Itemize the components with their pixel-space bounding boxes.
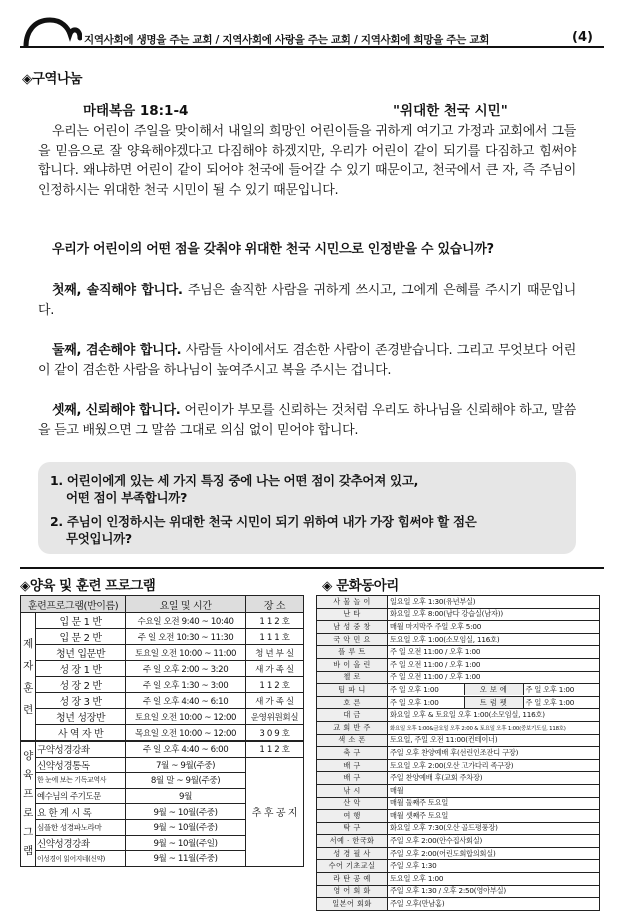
scripture-reference: 마태복음 18:1-4 [83,103,189,119]
header-place: 장 소 [245,596,303,613]
program-name: 신약성경통독 [36,757,126,773]
club-row [317,822,600,835]
club-schedule: 매월 [388,784,600,797]
table-row [21,645,304,661]
program-name: 성 장 2 반 [36,677,126,693]
intro-paragraph: 우리는 어린이 주일을 맞이해서 내일의 희망인 어린이들을 귀하게 여기고 가정과 교회에서 그들을 믿음으로 잘 양육해야겠다고 다짐해야 하겠지만, 우리가 어린이 같이 되기를 다짐하고 힘써야 합니다. 왜냐하면 어린이 같이 되어야 천국에 들어갈 수 있기 때문이고, 천국에서 큰 자, 즉 주님이 인정하시는 위대한 천국 시민이 될 수 있기 때문입니다. [38,124,576,198]
header-title: 지역사회에 생명을 주는 교회 / 지역사회에 사랑을 주는 교회 / 지역사회에 희망을 주는 교회 [84,34,490,46]
point-2-text: 사람들 사이에서도 겸손한 사람이 존경받습니다. 그리고 무엇보다 어린이 같이 겸손한 사람을 하나님이 높여주시고 복을 주시는 겁니다. [38,343,576,378]
point-2-lead: 둘째, 겸손해야 합니다. [52,343,182,358]
point-2 [38,341,576,380]
club-name: 사 물 놀 이 [317,596,388,609]
program-name: 한 눈에 보는 기독교역사 [36,773,126,789]
program-time: 주 일 오후 4:40 ~ 6:00 [126,741,246,757]
question-1 [50,472,418,506]
question-1-line1: 1. 어린이에게 있는 세 가지 특징 중에 나는 어떤 점이 갖추어져 있고, [50,473,419,488]
club-name: 탁 구 [317,822,388,835]
club-schedule: 토요일 오후 1:00(소모임실, 116호) [388,633,600,646]
table-header-row [21,596,304,613]
key-question: 우리가 어린이의 어떤 점을 갖춰야 위대한 천국 시민으로 인정받을 수 있습니까? [52,242,494,257]
club-schedule: 주일 오후 1:30 [388,860,600,873]
question-2 [50,513,477,547]
program-place-tba: 추 후 공 지 [245,757,303,866]
table-row [21,661,304,677]
club-name: 팀 파 니 [317,684,388,697]
table-row [21,741,304,757]
page-number: (4) [572,30,593,45]
club-name: 낚 시 [317,784,388,797]
club-schedule: 매월 둘째주 토요일 [388,797,600,810]
club-schedule: 주 일 오후 1:00 [525,684,575,694]
club-row [317,835,600,848]
table-row [21,709,304,725]
culture-club-table [316,595,600,911]
header-rule [20,46,604,48]
club-schedule: 매월 마지막주 주일 오후 5:00 [388,621,600,634]
club-double-cell [388,696,600,709]
club-row [317,596,600,609]
club-row [317,898,600,911]
club-row [317,721,600,734]
club-schedule: 매월 셋째주 토요일 [388,810,600,823]
club-row [317,684,600,697]
program-name: 입 문 2 반 [36,629,126,645]
club-schedule: 주일 찬양예배 후(교회 주차장) [388,772,600,785]
club-name: 교 회 반 주 [317,721,388,734]
table-row [21,613,304,629]
program-place: 새 가 족 실 [245,693,303,709]
program-name: 심플한 성경파노라마 [36,819,126,835]
header-program: 훈련프로그램(반이름) [21,596,126,613]
club-schedule: 주 일 오전 11:00 / 오후 1:00 [388,658,600,671]
club-name: 배 구 [317,772,388,785]
program-time: 수요일 오전 9:40 ~ 10:40 [126,613,246,629]
program-place: 운영위원회실 [245,709,303,725]
club-row [317,772,600,785]
program-time: 9월 [126,788,246,804]
question-1-line2: 어떤 점이 부족합니까? [66,490,188,505]
club-row [317,633,600,646]
point-3 [38,401,576,440]
program-name: 입 문 1 반 [36,613,126,629]
club-name: 트 럼 펫 [464,697,523,708]
program-time: 주 일 오후 1:30 ~ 3:00 [126,677,246,693]
program-name: 요 한 계 시 록 [36,804,126,820]
club-row [317,671,600,684]
club-schedule: 토요일 오후 1:00 [388,873,600,886]
program-name: 성 장 3 반 [36,693,126,709]
club-name: 난 타 [317,608,388,621]
point-1 [38,281,576,320]
club-name: 축 구 [317,747,388,760]
program-time: 9월 ~ 10월(주일) [126,835,246,851]
section-title-group-sharing: ◈구역나눔 [22,71,83,87]
group-label-nurture: 양 육 프 로 그 램 [21,741,36,866]
point-3-lead: 셋째, 신뢰해야 합니다. [52,403,181,418]
club-name: 색 소 폰 [317,734,388,747]
program-place: 새 가 족 실 [245,661,303,677]
club-name: 산 악 [317,797,388,810]
program-name: 청년 입문반 [36,645,126,661]
question-2-line2: 무엇입니까? [66,531,132,546]
club-schedule: 주일 오후 찬양예배 후(선린인조잔디 구장) [388,747,600,760]
table-row [21,757,304,773]
club-name: 호 른 [317,696,388,709]
table-row [21,629,304,645]
table-row [21,725,304,742]
club-name: 오 보 에 [464,684,523,695]
club-name: 첼 로 [317,671,388,684]
club-row [317,860,600,873]
question-2-line1: 2. 주님이 인정하시는 위대한 천국 시민이 되기 위하여 내가 가장 힘써야 할 점은 [50,514,477,529]
club-name: 수어 기초교실 [317,860,388,873]
club-row [317,646,600,659]
club-schedule: 주 일 오전 11:00 / 오후 1:00 [388,646,600,659]
club-row [317,810,600,823]
club-name: 대 금 [317,709,388,722]
program-place: 1 1 2 호 [245,741,303,757]
club-name: 성 경 필 사 [317,847,388,860]
club-row [317,747,600,760]
program-place: 3 0 9 호 [245,725,303,742]
club-schedule: 화요일 오후 1:00&금요일 오후 2:00 & 토요일 오후 1:00(중보기도실, 118호) [388,721,600,734]
program-time: 토요일 오전 10:00 ~ 11:00 [126,645,246,661]
church-logo-icon [22,14,82,48]
program-name: 청년 성장반 [36,709,126,725]
program-time: 주 일 오후 2:00 ~ 3:20 [126,661,246,677]
club-schedule: 주 일 오후 1:00 [388,684,464,695]
section-divider [20,567,604,569]
program-place: 1 1 2 호 [245,613,303,629]
club-schedule: 주일 오후 2:00(안수집사회실) [388,835,600,848]
club-row [317,696,600,709]
table-row [21,693,304,709]
program-name: 사 역 자 반 [36,725,126,742]
program-time: 목요일 오전 10:00 ~ 12:00 [126,725,246,742]
club-schedule: 주일 오후 1:30 / 오후 2:50(영아부실) [388,885,600,898]
club-schedule: 주 일 오후 1:00 [388,697,464,708]
club-row [317,709,600,722]
club-schedule: 화요일 오후 7:30(오산 골드평풍장) [388,822,600,835]
header-time: 요일 및 시간 [126,596,246,613]
club-name: 서예 · 한국화 [317,835,388,848]
club-schedule: 토요일 오후 2:00(오산 고가다리 족구장) [388,759,600,772]
club-name: 플 루 트 [317,646,388,659]
program-time: 9월 ~ 11월(주중) [126,851,246,867]
program-place: 청 년 부 실 [245,645,303,661]
club-double-cell [388,684,600,697]
club-row [317,847,600,860]
club-schedule: 토요일, 주일 오전 11:00(컨테이너) [388,734,600,747]
club-row [317,658,600,671]
point-1-lead: 첫째, 솔직해야 합니다. [52,283,183,298]
club-row [317,621,600,634]
program-name: 예수님의 주기도문 [36,788,126,804]
club-schedule: 주 일 오후 1:00 [525,697,575,707]
club-row [317,759,600,772]
program-name: 신약성경강좌 [36,835,126,851]
club-name: 일본어 회화 [317,898,388,911]
club-schedule: 주일 오후 2:00(어린도회합의회실) [388,847,600,860]
point-1-text: 주님은 솔직한 사람을 귀하게 쓰시고, 그에게 은혜를 주시기 때문입니다. [38,283,576,318]
program-place: 1 1 2 호 [245,677,303,693]
table-row [21,677,304,693]
section-title-training: ◈양육 및 훈련 프로그램 [20,578,156,594]
club-name: 배 구 [317,759,388,772]
training-table [20,595,304,867]
club-row [317,784,600,797]
club-schedule: 화요일 오후 & 토요일 오후 1:00(소모임실, 116호) [388,709,600,722]
section-title-culture-clubs: ◈ 문화동아리 [322,578,399,594]
club-name: 남 성 중 창 [317,621,388,634]
club-name: 라 탄 공 예 [317,873,388,886]
group-label-discipleship: 제 자 훈 련 [21,613,36,742]
club-name: 영 어 회 화 [317,885,388,898]
program-time: 9월 ~ 10월(주중) [126,804,246,820]
club-row [317,873,600,886]
club-schedule: 주 일 오전 11:00 / 오후 1:00 [388,671,600,684]
program-place: 1 1 1 호 [245,629,303,645]
program-time: 토요일 오전 10:00 ~ 12:00 [126,709,246,725]
club-row [317,608,600,621]
sermon-title: "위대한 천국 시민" [393,103,508,119]
program-time: 8월 말 ~ 9월(주중) [126,773,246,789]
club-name: 바 이 올 린 [317,658,388,671]
program-name: 구약성경강좌 [36,741,126,757]
program-time: 주 일 오후 4:40 ~ 6:10 [126,693,246,709]
club-row [317,797,600,810]
program-time: 7월 ~ 9월(주중) [126,757,246,773]
program-name: 이성경이 읽어지네(신약) [36,851,126,867]
club-schedule: 화요일 오후 8:00(남다 강습실(남자)) [388,608,600,621]
point-3-text: 어린이가 부모를 신뢰하는 것처럼 우리도 하나님을 신뢰해야 하고, 말씀을 듣고 배웠으면 그 말씀 그대로 의심 없이 믿어야 합니다. [38,403,576,438]
program-time: 9월 ~ 10월(주중) [126,819,246,835]
club-row [317,885,600,898]
club-row [317,734,600,747]
club-name: 여 행 [317,810,388,823]
club-schedule: 주일 오후(만남홈) [388,898,600,911]
program-time: 주 일 오전 10:30 ~ 11:30 [126,629,246,645]
program-name: 성 장 1 반 [36,661,126,677]
club-schedule: 일요일 오후 1:30(유년부실) [388,596,600,609]
club-name: 국 악 민 요 [317,633,388,646]
